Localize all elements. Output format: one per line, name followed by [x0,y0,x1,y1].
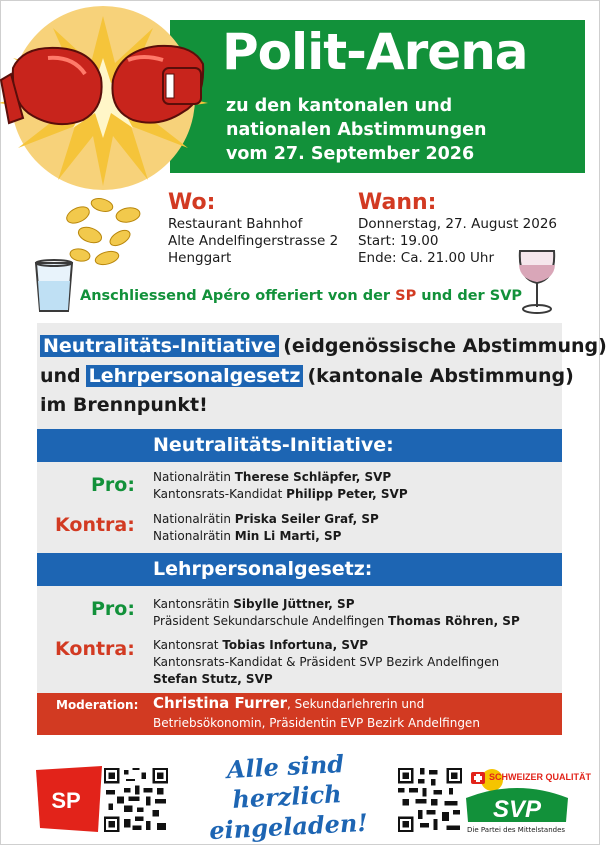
qr-code-icon[interactable] [398,768,462,832]
svp-tagline: Die Partei des Mittelstandes [467,826,566,834]
intro-highlight-2: Lehrpersonalgesetz [86,365,304,387]
intro-line-3: im Brennpunkt! [40,394,208,416]
qr-code-icon[interactable] [104,768,168,832]
apero-party-svp: SVP [489,288,523,304]
sp-logo-text: SP [51,788,81,813]
boxing-gloves-icon [3,8,213,188]
where-heading: Wo: [168,190,216,215]
when-heading: Wann: [358,190,437,215]
when-line-3: Ende: Ca. 21.00 Uhr [358,250,495,266]
svp-logo [462,764,591,826]
where-line-2: Alte Andelfingerstrasse 2 [168,233,339,249]
section1-contra-2: Nationalrätin Min Li Marti, SP [153,529,342,543]
apero-party-sp: SP [395,288,417,304]
intro-highlight-1: Neutralitäts-Initiative [40,335,279,357]
invitation-text [170,746,404,848]
section1-contra-1: Nationalrätin Priska Seiler Graf, SP [153,512,379,526]
section1-contra-label: Kontra: [55,514,135,536]
where-line-1: Restaurant Bahnhof [168,216,303,232]
section1-pro-1: Nationalrätin Therese Schläpfer, SVP [153,470,392,484]
when-line-1: Donnerstag, 27. August 2026 [358,216,558,232]
when-line-2: Start: 19.00 [358,233,439,249]
subtitle-line-1: zu den kantonalen und [226,96,453,116]
section1-title: Neutralitäts-Initiative: [153,434,394,456]
sp-logo [36,766,102,832]
invitation-line-2: eingeladen! [208,807,369,846]
apero-note: Anschliessend Apéro offeriert von der SP und der SVP [80,288,523,304]
section2-contra-2: Kantonsrats-Kandidat & Präsident SVP Bezirk Andelfingen [153,655,500,669]
water-glass-icon [28,255,80,315]
section2-contra-3: Stefan Stutz, SVP [153,672,273,686]
invitation-line-1: Alle sind herzlich [226,748,345,814]
svp-logo-text: SVP [492,796,542,823]
where-line-3: Henggart [168,250,232,266]
intro-line-1: Neutralitäts-Initiative (eidgenössische Abstimmung) [40,334,607,358]
section2-title: Lehrpersonalgesetz: [153,558,373,580]
subtitle-line-2: nationalen Abstimmungen [226,120,487,140]
wine-glass-icon [512,245,562,317]
section1-pro-2: Kantonsrats-Kandidat Philipp Peter, SVP [153,487,408,501]
poster-title: Polit-Arena [222,23,528,81]
section1-pro-label: Pro: [91,474,135,496]
section2-pro-2: Präsident Sekundarschule Andelfingen Thomas Röhren, SP [153,614,520,628]
moderator-name: Christina Furrer [153,694,288,712]
svp-badge-text: SCHWEIZER QUALITÄT [489,772,591,782]
moderation-label: Moderation: [56,698,139,712]
section2-contra-label: Kontra: [55,638,135,660]
section2-pro-label: Pro: [91,598,135,620]
section2-pro-1: Kantonsrätin Sibylle Jüttner, SP [153,597,355,611]
subtitle-line-3: vom 27. September 2026 [226,144,475,164]
intro-line-2: und Lehrpersonalgesetz (kantonale Abstimmung) [40,365,574,387]
section2-contra-1: Kantonsrat Tobias Infortuna, SVP [153,638,369,652]
moderation-line-1: Christina Furrer, Sekundarlehrerin und [153,694,425,712]
moderation-line-2: Betriebsökonomin, Präsidentin EVP Bezirk Andelfingen [153,716,480,730]
